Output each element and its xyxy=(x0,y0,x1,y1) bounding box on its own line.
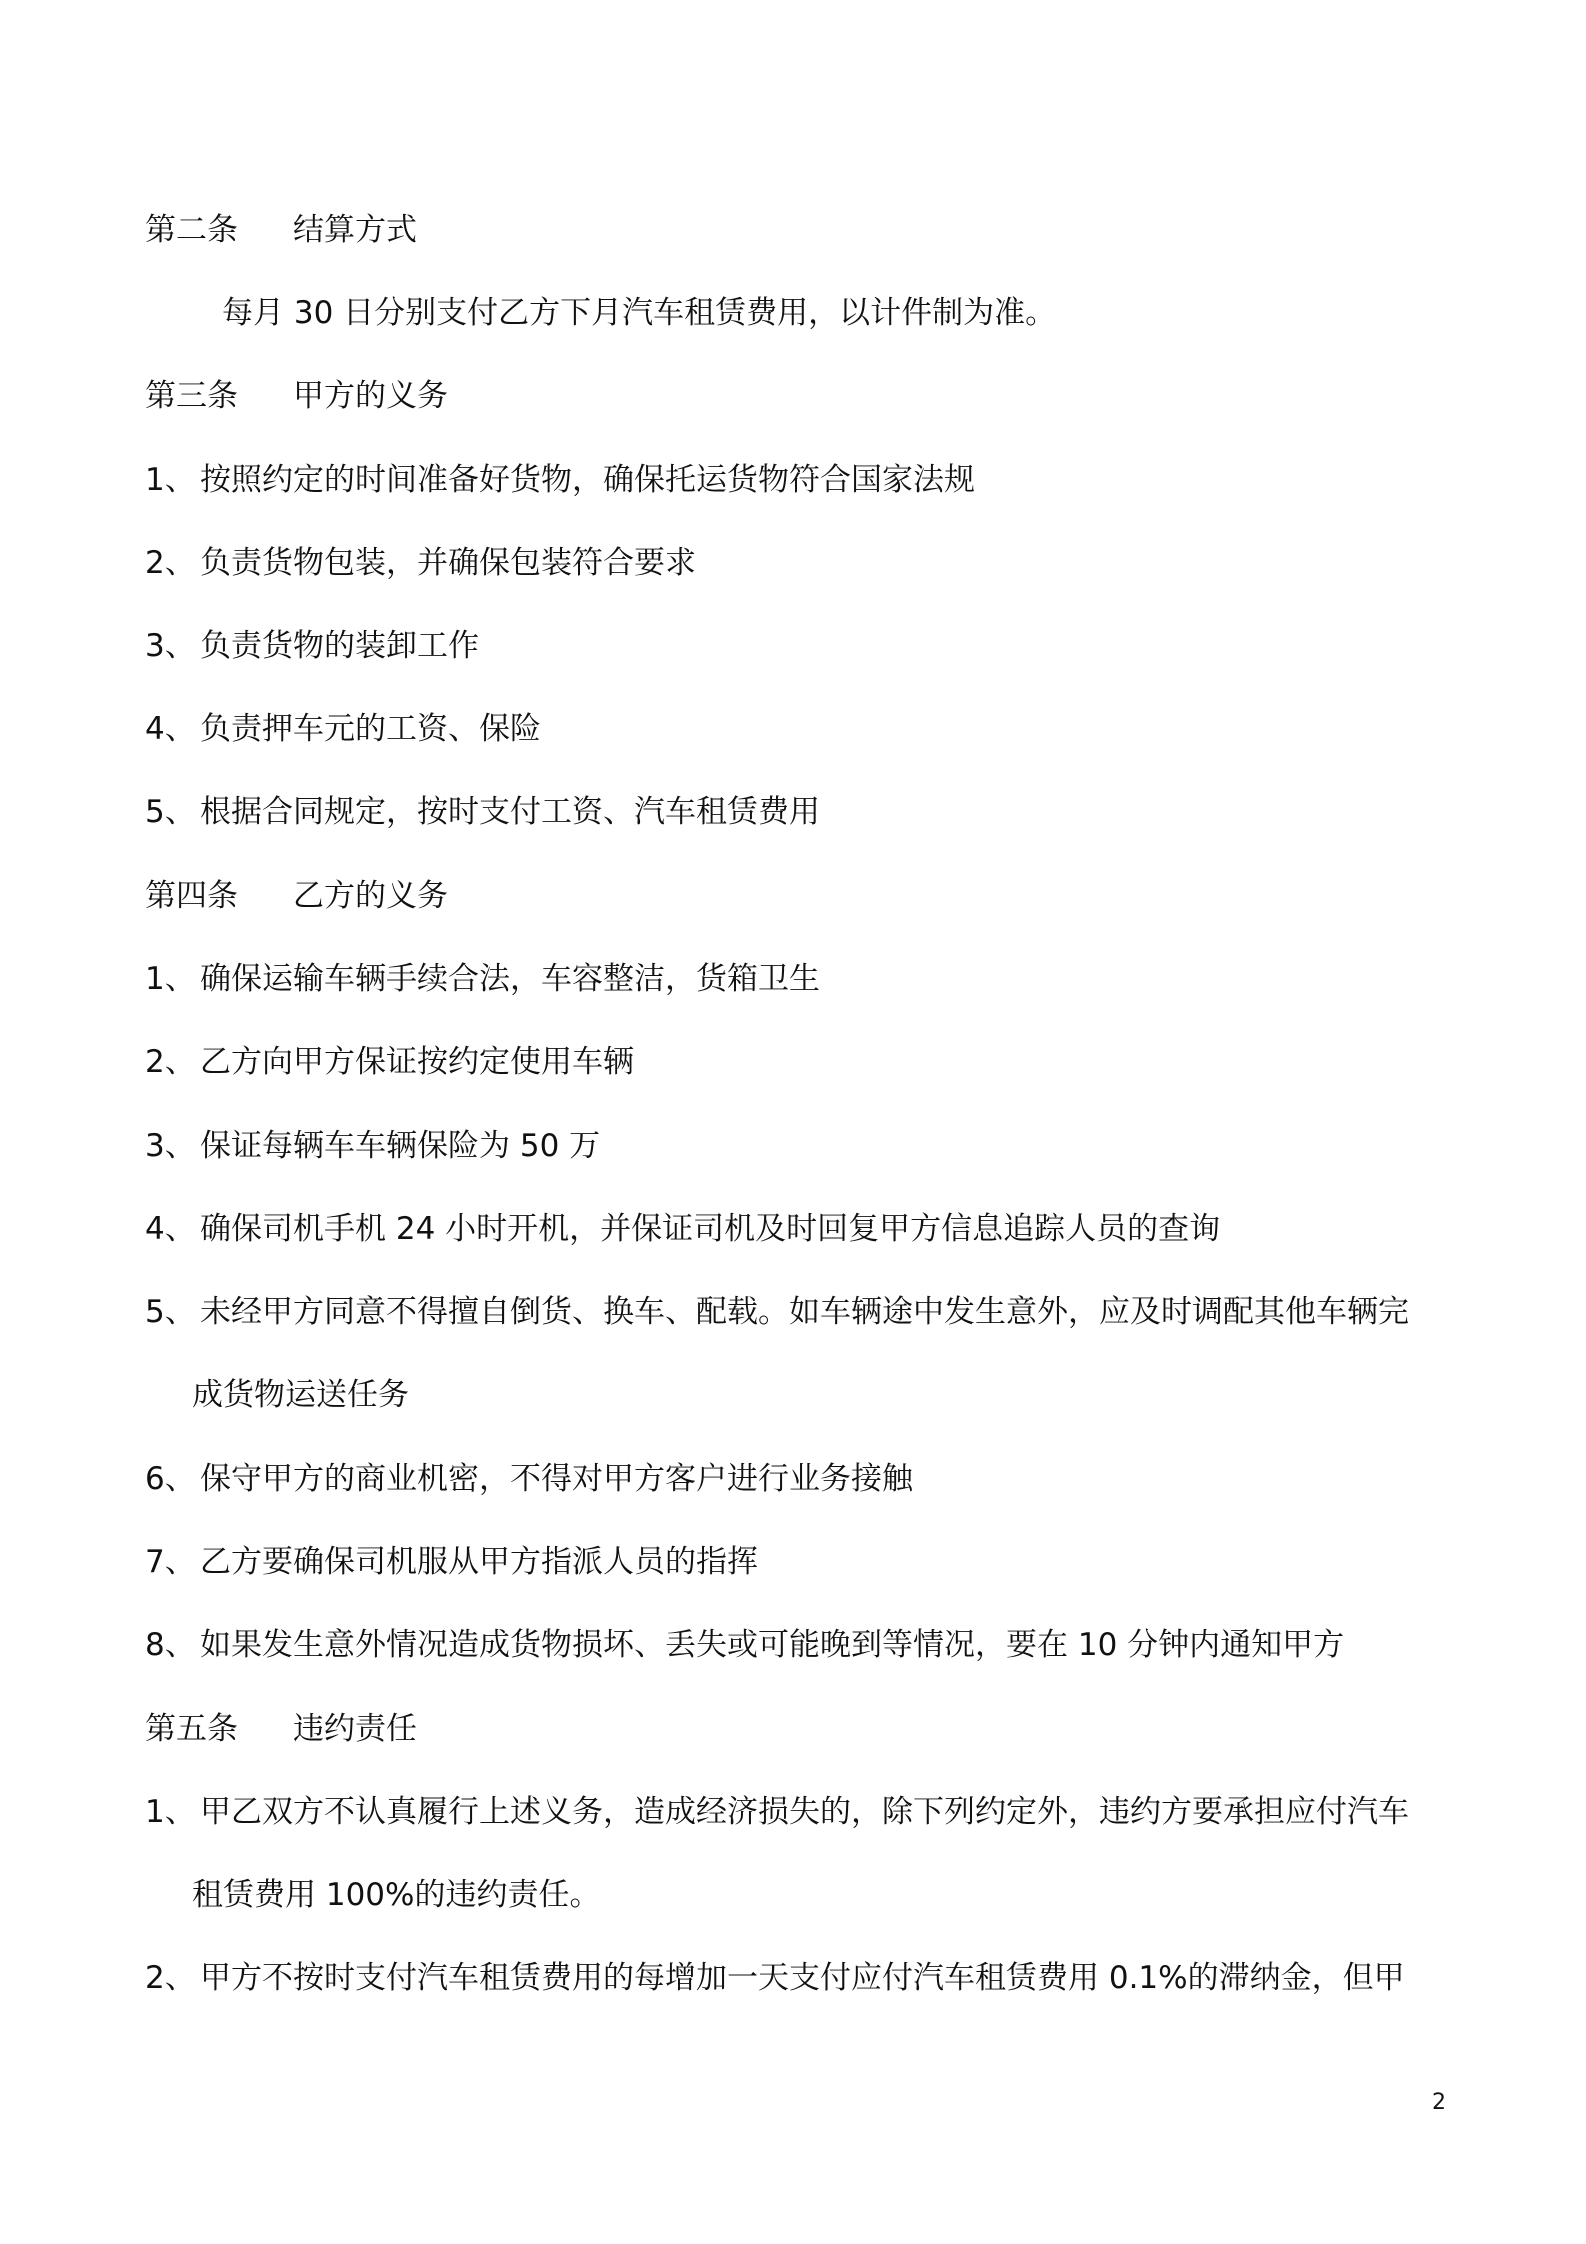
list-item-text: 按照约定的时间准备好货物，确保托运货物符合国家法规 xyxy=(200,462,975,498)
list-item-number: 2、 xyxy=(145,545,196,581)
list-item-number: 1、 xyxy=(145,462,196,498)
section-number: 第四条 xyxy=(145,878,238,914)
section-title: 违约责任 xyxy=(293,1711,417,1747)
section-title: 乙方的义务 xyxy=(293,878,448,914)
list-item-number: 6、 xyxy=(145,1461,196,1497)
list-item-text: 确保司机手机 24 小时开机，并保证司机及时回复甲方信息追踪人员的查询 xyxy=(200,1211,1221,1247)
list-item-text: 甲方不按时支付汽车租赁费用的每增加一天支付应付汽车租赁费用 0.1%的滞纳金，但甲 xyxy=(200,1960,1405,1996)
list-item-text: 如果发生意外情况造成货物损坏、丢失或可能晚到等情况，要在 10 分钟内通知甲方 xyxy=(200,1627,1345,1663)
list-item-text: 负责押车元的工资、保险 xyxy=(200,711,541,747)
list-item-number: 3、 xyxy=(145,628,196,664)
paragraph-text: 每月 30 日分别支付乙方下月汽车租赁费用，以计件制为准。 xyxy=(222,295,1057,331)
list-item-number: 2、 xyxy=(145,1044,196,1080)
list-item-number: 7、 xyxy=(145,1544,196,1580)
list-item-number: 8、 xyxy=(145,1627,196,1663)
list-item-text: 乙方向甲方保证按约定使用车辆 xyxy=(200,1044,634,1080)
list-item-number: 3、 xyxy=(145,1128,196,1164)
list-item-text: 负责货物的装卸工作 xyxy=(200,628,479,664)
section-title: 甲方的义务 xyxy=(293,378,448,414)
list-item-text: 租赁费用 100%的违约责任。 xyxy=(192,1877,601,1913)
list-item-number: 2、 xyxy=(145,1960,196,1996)
list-item-text: 乙方要确保司机服从甲方指派人员的指挥 xyxy=(200,1544,758,1580)
list-item-text: 保证每辆车车辆保险为 50 万 xyxy=(200,1128,601,1164)
section-title: 结算方式 xyxy=(293,212,417,248)
list-item-text: 负责货物包装，并确保包装符合要求 xyxy=(200,545,696,581)
page-number: 2 xyxy=(1432,2090,1446,2115)
list-item-text: 甲乙双方不认真履行上述义务，造成经济损失的，除下列约定外，违约方要承担应付汽车 xyxy=(200,1794,1409,1830)
list-item-number: 4、 xyxy=(145,1211,196,1247)
list-item-number: 1、 xyxy=(145,961,196,997)
list-item-text: 保守甲方的商业机密，不得对甲方客户进行业务接触 xyxy=(200,1461,913,1497)
section-number: 第五条 xyxy=(145,1711,238,1747)
list-item-number: 4、 xyxy=(145,711,196,747)
list-item-number: 5、 xyxy=(145,794,196,830)
list-item-number: 1、 xyxy=(145,1794,196,1830)
section-number: 第二条 xyxy=(145,212,238,248)
list-item-text: 确保运输车辆手续合法，车容整洁，货箱卫生 xyxy=(200,961,820,997)
section-number: 第三条 xyxy=(145,378,238,414)
list-item-number: 5、 xyxy=(145,1294,196,1330)
list-item-text: 根据合同规定，按时支付工资、汽车租赁费用 xyxy=(200,794,820,830)
list-item-text: 未经甲方同意不得擅自倒货、换车、配载。如车辆途中发生意外，应及时调配其他车辆完 xyxy=(200,1294,1409,1330)
list-item-text: 成货物运送任务 xyxy=(192,1377,409,1413)
